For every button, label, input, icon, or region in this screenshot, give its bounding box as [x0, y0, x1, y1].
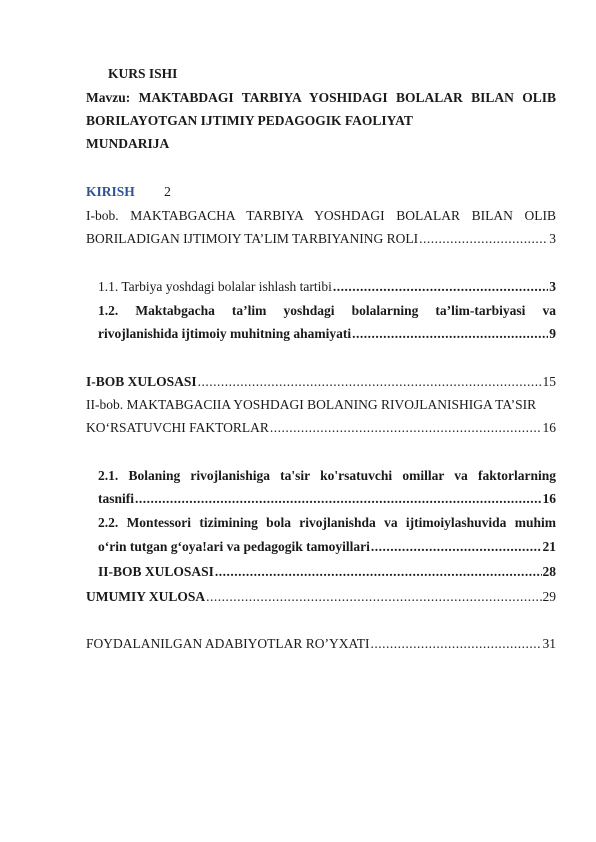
toc-entry-conclusion-2[interactable]	[98, 563, 556, 581]
toc-leader-dots	[333, 278, 548, 296]
toc-s2-2-line2: o‘rin tutgan g‘oya!ari va pedagogik tamoyillari	[98, 539, 370, 554]
toc-conclusion1-page: 15	[542, 374, 556, 389]
toc-conclusion1-label: I-BOB XULOSASI	[86, 374, 197, 389]
toc-s2-2-page: 21	[542, 539, 556, 554]
toc-intro-label: KIRISH	[86, 184, 135, 199]
toc-leader-dots	[419, 230, 548, 248]
document-header: KURS ISHI	[108, 66, 178, 81]
toc-s2-1-page: 16	[542, 491, 556, 506]
toc-leader-dots	[215, 563, 542, 581]
toc-chapter1-page: 3	[549, 231, 556, 246]
toc-chapter1-line2: BORILADIGAN IJTIMOIY TA’LIM TARBIYANING ROLI	[86, 231, 419, 246]
toc-s1-2-line2: rivojlanishida ijtimoiy muhitning ahamiyati	[98, 326, 352, 341]
toc-leader-dots	[352, 325, 548, 343]
toc-chapter2-line1: II-bob. MAKTABGACIIA YOSHDAGI BOLANING RIVOJLANISHIGA TA’SIR	[86, 397, 537, 412]
toc-s1-1-label: 1.1. Tarbiya yoshdagi bolalar ishlash tartibi	[98, 279, 332, 294]
topic-line-2: BORILAYOTGAN IJTIMIY PEDAGOGIK FAOLIYAT	[86, 113, 413, 128]
toc-entry-intro[interactable]	[86, 183, 556, 201]
toc-entry-references[interactable]	[86, 635, 556, 653]
toc-s1-1-page: 3	[549, 279, 556, 294]
toc-chapter2-line2: KO‘RSATUVCHI FAKTORLAR	[86, 420, 269, 435]
toc-references-page: 31	[542, 636, 556, 651]
toc-leader-dots	[270, 419, 542, 437]
toc-s1-2-page: 9	[549, 326, 556, 341]
toc-leader-dots	[198, 373, 542, 391]
toc-s2-1-line2: tasnifi	[98, 491, 135, 506]
toc-entry-section-1-1[interactable]	[98, 278, 556, 296]
toc-leader-dots	[206, 588, 541, 606]
toc-conclusion2-page: 28	[542, 564, 556, 579]
toc-leader-dots	[370, 635, 541, 653]
toc-chapter1-line1: I-bob. MAKTABGACHA TARBIYA YOSHDAGI BOLALAR BILAN OLIB	[86, 208, 556, 223]
toc-chapter2-page: 16	[542, 420, 556, 435]
topic-line-1: Mavzu: MAKTABDAGI TARBIYA YOSHIDAGI BOLALAR BILAN OLIB	[86, 90, 556, 105]
toc-general-conclusion-page: 29	[542, 589, 556, 604]
toc-s2-1-line1: 2.1. Bolaning rivojlanishiga ta'sir ko'rsatuvchi omillar va faktorlarning	[98, 468, 556, 483]
toc-references-label: FOYDALANILGAN ADABIYOTLAR RO’YXATI	[86, 636, 370, 651]
toc-leader-dots	[135, 490, 541, 508]
contents-title: MUNDARIJA	[86, 136, 170, 151]
toc-leader-dots	[371, 538, 542, 556]
toc-s1-2-line1: 1.2. Maktabgacha ta’lim yoshdagi bolalarning ta’lim-tarbiyasi va	[98, 303, 556, 318]
toc-s2-2-line1: 2.2. Montessori tizimining bola rivojlanishda va ijtimoiylashuvida muhim	[98, 515, 556, 530]
toc-entry-general-conclusion[interactable]	[86, 588, 556, 606]
toc-conclusion2-label: II-BOB XULOSASI	[98, 564, 214, 579]
toc-general-conclusion-label: UMUMIY XULOSA	[86, 589, 206, 604]
toc-intro-page: 2	[164, 184, 171, 199]
toc-entry-conclusion-1[interactable]	[86, 373, 556, 391]
